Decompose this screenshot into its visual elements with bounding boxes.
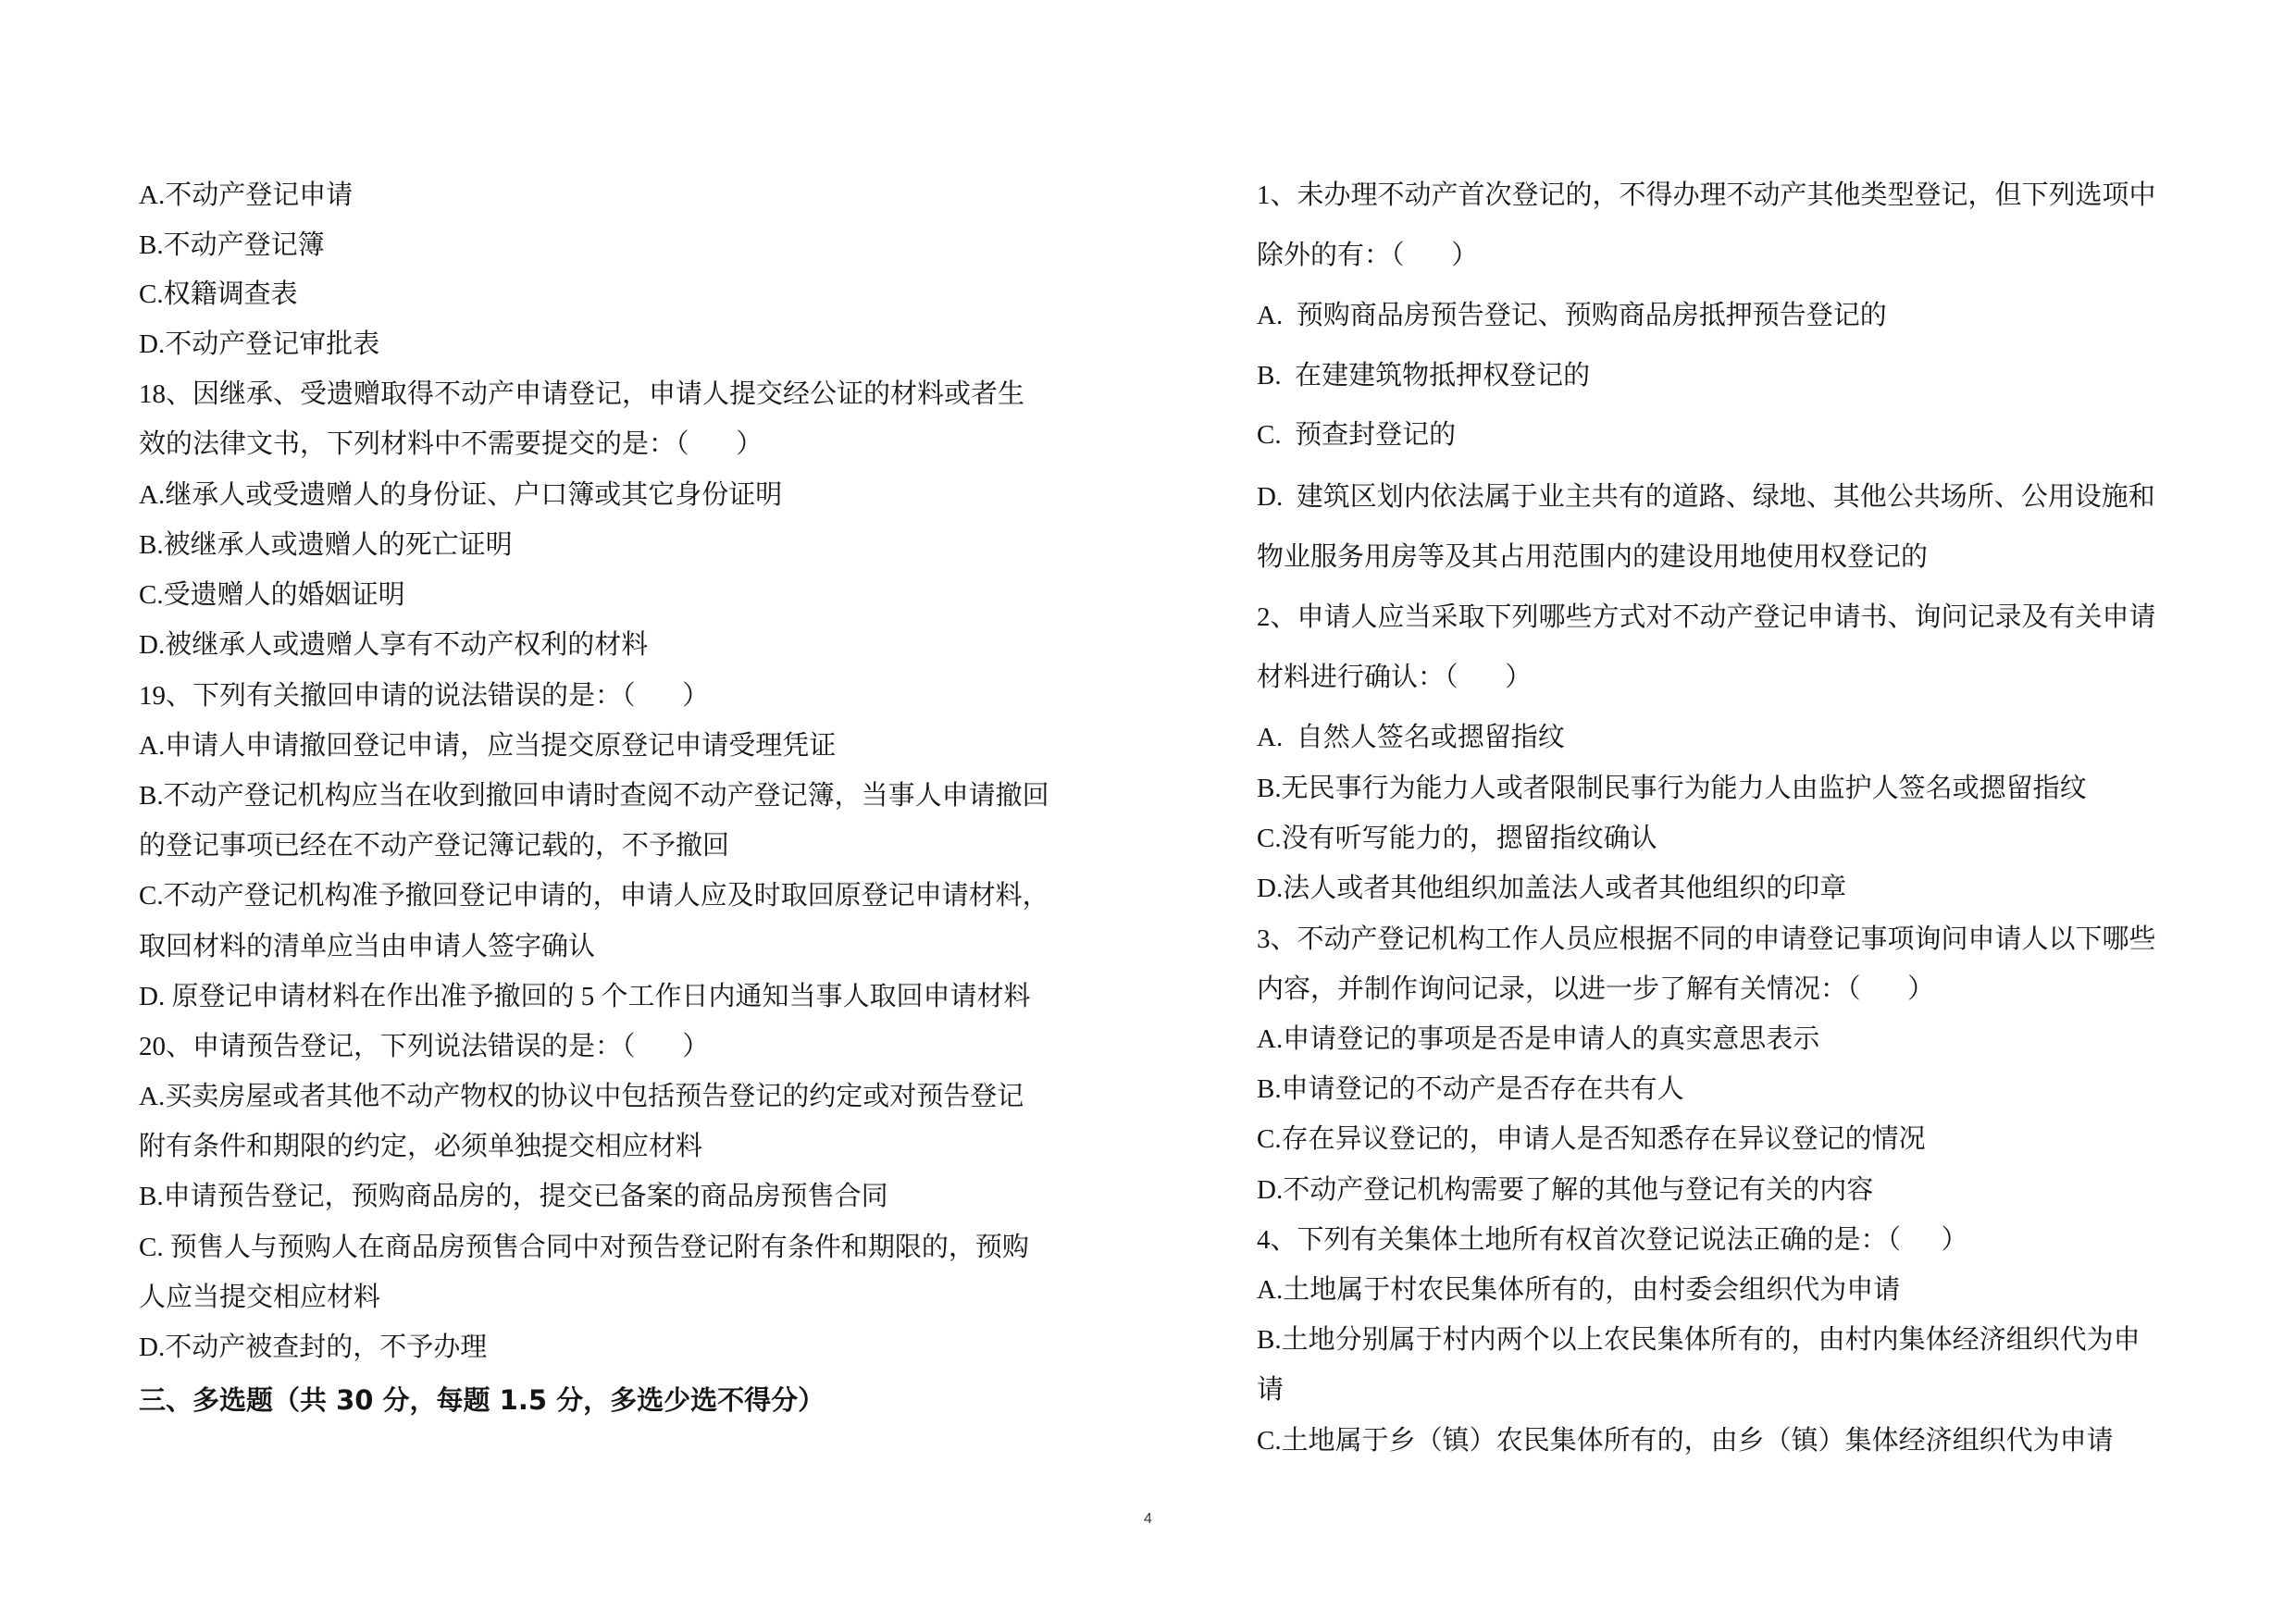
q18-option-c: C.受遗赠人的婚姻证明 — [139, 580, 405, 610]
right-column — [1257, 0, 2256, 1624]
q19-option-b-line-2: 的登记事项已经在不动产登记簿记载的，不予撤回 — [139, 831, 730, 861]
mq1-option-b: B. 在建建筑物抵押权登记的 — [1257, 361, 1591, 391]
mq4-option-c: C.土地属于乡（镇）农民集体所有的，由乡（镇）集体经济组织代为申请 — [1257, 1426, 2114, 1456]
q18-option-d: D.被继承人或遗赠人享有不动产权利的材料 — [139, 630, 649, 660]
mq1-option-d-line-2: 物业服务用房等及其占用范围内的建设用地使用权登记的 — [1257, 542, 1929, 572]
q18-option-b: B.被继承人或遗赠人的死亡证明 — [139, 530, 513, 560]
q17-option-b: B.不动产登记簿 — [139, 230, 325, 260]
mq2-option-c: C.没有听写能力的，摁留指纹确认 — [1257, 824, 1657, 853]
q19-option-c-line-1: C.不动产登记机构准予撤回登记申请的，申请人应及时取回原登记申请材料， — [139, 881, 1049, 911]
mq4-option-b-line-1: B.土地分别属于村内两个以上农民集体所有的，由村内集体经济组织代为申 — [1257, 1325, 2141, 1355]
q18-stem-line-2: 效的法律文书，下列材料中不需要提交的是：（ ） — [139, 429, 763, 459]
mq2-option-d: D.法人或者其他组织加盖法人或者其他组织的印章 — [1257, 874, 1847, 903]
q19-option-d: D. 原登记申请材料在作出准予撤回的 5 个工作日内通知当事人取回申请材料 — [139, 982, 1031, 1011]
q19-option-a: A.申请人申请撤回登记申请，应当提交原登记申请受理凭证 — [139, 731, 837, 761]
mq1-option-a: A. 预购商品房预告登记、预购商品房抵押预告登记的 — [1257, 301, 1887, 330]
mq3-stem-line-1: 3、不动产登记机构工作人员应根据不同的申请登记事项询问申请人以下哪些 — [1257, 924, 2156, 954]
mq1-option-d-line-1: D. 建筑区划内依法属于业主共有的道路、绿地、其他公共场所、公用设施和 — [1257, 482, 2155, 512]
mq2-stem-line-1: 2、申请人应当采取下列哪些方式对不动产登记申请书、询问记录及有关申请 — [1257, 602, 2156, 632]
mq2-stem-line-2: 材料进行确认：（ ） — [1257, 663, 1533, 692]
mq3-option-d: D.不动产登记机构需要了解的其他与登记有关的内容 — [1257, 1175, 1874, 1205]
q19-stem: 19、下列有关撤回申请的说法错误的是：（ ） — [139, 681, 710, 711]
q20-option-a-line-1: A.买卖房屋或者其他不动产物权的协议中包括预告登记的约定或对预告登记 — [139, 1082, 1024, 1111]
q20-stem: 20、申请预告登记，下列说法错误的是：（ ） — [139, 1032, 710, 1061]
mq1-stem-line-1: 1、未办理不动产首次登记的，不得办理不动产其他类型登记，但下列选项中 — [1257, 180, 2156, 210]
page-number: 4 — [1144, 1511, 1152, 1527]
mq1-option-c: C. 预查封登记的 — [1257, 420, 1457, 450]
q17-option-c: C.权籍调查表 — [139, 279, 298, 309]
mq4-stem: 4、下列有关集体土地所有权首次登记说法正确的是：（ ） — [1257, 1225, 1968, 1255]
mq3-option-c: C.存在异议登记的，申请人是否知悉存在异议登记的情况 — [1257, 1124, 1926, 1154]
q17-option-d: D.不动产登记审批表 — [139, 329, 380, 359]
mq3-option-b: B.申请登记的不动产是否存在共有人 — [1257, 1074, 1684, 1104]
mq3-stem-line-2: 内容，并制作询问记录，以进一步了解有关情况：（ ） — [1257, 974, 1935, 1004]
q20-option-c-line-1: C. 预售人与预购人在商品房预售合同中对预告登记附有条件和期限的，预购 — [139, 1233, 1029, 1262]
left-column — [139, 0, 1064, 1624]
q19-option-c-line-2: 取回材料的清单应当由申请人签字确认 — [139, 932, 596, 961]
section-heading-multiple-choice: 三、多选题（共 30 分，每题 1.5 分，多选少选不得分） — [139, 1384, 825, 1416]
mq1-stem-line-2: 除外的有：（ ） — [1257, 241, 1479, 270]
q18-option-a: A.继承人或受遗赠人的身份证、户口簿或其它身份证明 — [139, 480, 783, 510]
q17-option-a: A.不动产登记申请 — [139, 180, 354, 210]
q20-option-d: D.不动产被查封的，不予办理 — [139, 1333, 488, 1362]
mq4-option-a: A.土地属于村农民集体所有的，由村委会组织代为申请 — [1257, 1275, 1901, 1305]
q19-option-b-line-1: B.不动产登记机构应当在收到撤回申请时查阅不动产登记簿，当事人申请撤回 — [139, 781, 1049, 811]
mq4-option-b-line-2: 请 — [1257, 1375, 1285, 1405]
q18-stem-line-1: 18、因继承、受遗赠取得不动产申请登记，申请人提交经公证的材料或者生 — [139, 379, 1025, 409]
q20-option-a-line-2: 附有条件和期限的约定，必须单独提交相应材料 — [139, 1132, 703, 1161]
q20-option-b: B.申请预告登记，预购商品房的，提交已备案的商品房预售合同 — [139, 1182, 888, 1211]
mq2-option-a: A. 自然人签名或摁留指纹 — [1257, 723, 1565, 752]
mq2-option-b: B.无民事行为能力人或者限制民事行为能力人由监护人签名或摁留指纹 — [1257, 774, 2087, 803]
q20-option-c-line-2: 人应当提交相应材料 — [139, 1283, 381, 1312]
mq3-option-a: A.申请登记的事项是否是申请人的真实意思表示 — [1257, 1024, 1820, 1054]
